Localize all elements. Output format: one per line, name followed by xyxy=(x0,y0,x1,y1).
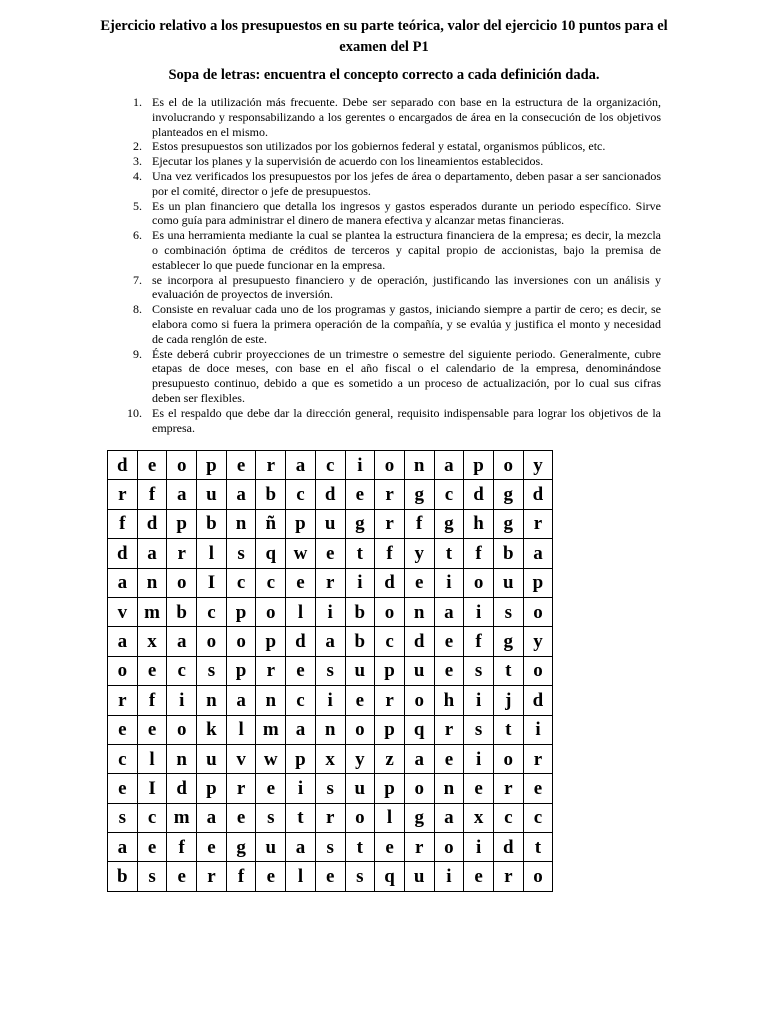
grid-cell[interactable]: d xyxy=(137,509,167,538)
grid-cell[interactable]: p xyxy=(375,656,405,685)
grid-cell[interactable]: p xyxy=(167,509,197,538)
grid-cell[interactable]: p xyxy=(464,451,494,480)
grid-cell[interactable]: a xyxy=(226,686,256,715)
grid-cell[interactable]: g xyxy=(345,509,375,538)
definition-item xyxy=(116,347,661,406)
grid-cell[interactable]: f xyxy=(108,509,138,538)
grid-cell[interactable]: s xyxy=(256,803,286,832)
grid-cell[interactable]: a xyxy=(108,833,138,862)
grid-cell[interactable]: n xyxy=(197,686,227,715)
grid-cell[interactable]: t xyxy=(286,803,316,832)
grid-cell[interactable]: a xyxy=(108,627,138,656)
grid-row xyxy=(108,686,553,715)
grid-cell[interactable]: c xyxy=(315,451,345,480)
grid-cell[interactable]: c xyxy=(197,597,227,626)
grid-cell[interactable]: q xyxy=(256,539,286,568)
grid-cell[interactable]: o xyxy=(434,833,464,862)
grid-cell[interactable]: o xyxy=(167,568,197,597)
definition-number: 8. xyxy=(133,302,142,317)
grid-cell[interactable]: p xyxy=(286,509,316,538)
grid-cell[interactable]: e xyxy=(167,862,197,891)
grid-cell[interactable]: t xyxy=(493,715,523,744)
definition-text: se incorpora al presupuesto financiero y de operación, justificando las inversiones con un análisis y evaluación de proyectos de inversión. xyxy=(152,272,661,302)
grid-cell[interactable]: c xyxy=(108,744,138,773)
word-search-grid xyxy=(107,450,553,892)
grid-cell[interactable]: o xyxy=(345,715,375,744)
grid-cell[interactable]: e xyxy=(464,774,494,803)
grid-cell[interactable]: o xyxy=(404,686,434,715)
grid-cell[interactable]: c xyxy=(434,480,464,509)
grid-cell[interactable]: i xyxy=(315,686,345,715)
grid-cell[interactable]: o xyxy=(375,451,405,480)
grid-cell[interactable]: w xyxy=(256,744,286,773)
grid-cell[interactable]: g xyxy=(226,833,256,862)
grid-cell[interactable]: l xyxy=(197,539,227,568)
grid-cell[interactable]: n xyxy=(226,509,256,538)
grid-cell[interactable]: n xyxy=(404,597,434,626)
grid-cell[interactable]: u xyxy=(493,568,523,597)
grid-cell[interactable]: r xyxy=(315,803,345,832)
grid-cell[interactable]: o xyxy=(167,451,197,480)
definition-item xyxy=(116,273,661,303)
definition-item xyxy=(116,154,661,169)
definition-text: Es el respaldo que debe dar la dirección general, requisito indispensable para lograr los objetivos de la empresa. xyxy=(152,405,661,435)
grid-cell[interactable]: m xyxy=(167,803,197,832)
definition-text: Éste deberá cubrir proyecciones de un trimestre o semestre del siguiente periodo. Generalmente, cubre etapas de doce meses, con base en el año fiscal o el calendario de la empresa, denominándose presupuesto continuo, debido a que es sometido a un proceso de actualización, por lo cual sus cifras deben ser flexibles. xyxy=(152,346,661,405)
grid-cell[interactable]: o xyxy=(493,451,523,480)
grid-cell[interactable]: d xyxy=(464,480,494,509)
grid-row xyxy=(108,833,553,862)
grid-cell[interactable]: g xyxy=(434,509,464,538)
definition-number: 4. xyxy=(133,168,142,183)
grid-cell[interactable]: e xyxy=(434,627,464,656)
grid-cell[interactable]: g xyxy=(493,509,523,538)
grid-cell[interactable]: k xyxy=(197,715,227,744)
grid-cell[interactable]: o xyxy=(197,627,227,656)
grid-cell[interactable]: s xyxy=(108,803,138,832)
grid-cell[interactable]: b xyxy=(167,597,197,626)
grid-cell[interactable]: o xyxy=(226,627,256,656)
grid-cell[interactable]: n xyxy=(137,568,167,597)
grid-cell[interactable]: p xyxy=(286,744,316,773)
grid-cell[interactable]: c xyxy=(137,803,167,832)
grid-cell[interactable]: b xyxy=(197,509,227,538)
grid-cell[interactable]: r xyxy=(523,509,553,538)
grid-cell[interactable]: e xyxy=(108,715,138,744)
grid-cell[interactable]: t xyxy=(493,656,523,685)
definition-text: Es una herramienta mediante la cual se plantea la estructura financiera de la empresa; es decir, la mezcla o combinación óptima de créditos de terceros y capital propio de accionistas, bajo la premisa de establecer lo que puede funcionar en la empresa. xyxy=(152,228,661,272)
grid-cell[interactable]: e xyxy=(345,686,375,715)
grid-cell[interactable]: l xyxy=(137,744,167,773)
grid-cell[interactable]: x xyxy=(137,627,167,656)
definition-item xyxy=(116,199,661,229)
grid-cell[interactable]: p xyxy=(523,568,553,597)
grid-cell[interactable]: e xyxy=(523,774,553,803)
grid-cell[interactable]: p xyxy=(256,627,286,656)
grid-cell[interactable]: a xyxy=(523,539,553,568)
grid-cell[interactable]: r xyxy=(375,686,405,715)
grid-cell[interactable]: b xyxy=(345,597,375,626)
grid-cell[interactable]: g xyxy=(493,480,523,509)
grid-cell[interactable]: r xyxy=(493,862,523,891)
grid-cell[interactable]: u xyxy=(345,656,375,685)
grid-cell[interactable]: d xyxy=(108,539,138,568)
grid-cell[interactable]: c xyxy=(286,480,316,509)
grid-cell[interactable]: n xyxy=(434,774,464,803)
grid-cell[interactable]: x xyxy=(315,744,345,773)
grid-cell[interactable]: h xyxy=(464,509,494,538)
grid-cell[interactable]: f xyxy=(464,539,494,568)
grid-cell[interactable]: m xyxy=(137,597,167,626)
grid-cell[interactable]: n xyxy=(167,744,197,773)
grid-cell[interactable]: r xyxy=(375,509,405,538)
grid-cell[interactable]: ñ xyxy=(256,509,286,538)
definition-text: Consiste en revaluar cada uno de los programas y gastos, iniciando siempre a partir de cero; es decir, se elabora como si fuera la primera operación de la compañía, y se evalúa y justifica el monto y necesidad de cada renglón de este. xyxy=(152,302,661,346)
grid-cell[interactable]: d xyxy=(493,833,523,862)
grid-cell[interactable]: s xyxy=(464,715,494,744)
grid-cell[interactable]: u xyxy=(256,833,286,862)
grid-cell[interactable]: c xyxy=(493,803,523,832)
grid-cell[interactable]: s xyxy=(345,862,375,891)
grid-cell[interactable]: a xyxy=(226,480,256,509)
grid-row xyxy=(108,509,553,538)
grid-cell[interactable]: e xyxy=(256,774,286,803)
grid-cell[interactable]: f xyxy=(137,686,167,715)
grid-cell[interactable]: r xyxy=(108,686,138,715)
grid-cell[interactable]: w xyxy=(286,539,316,568)
grid-cell[interactable]: i xyxy=(286,774,316,803)
grid-cell[interactable]: i xyxy=(315,597,345,626)
grid-cell[interactable]: m xyxy=(256,715,286,744)
grid-cell[interactable]: i xyxy=(434,568,464,597)
grid-cell[interactable]: r xyxy=(167,539,197,568)
grid-cell[interactable]: r xyxy=(434,715,464,744)
grid-cell[interactable]: e xyxy=(226,803,256,832)
grid-cell[interactable]: o xyxy=(404,774,434,803)
definition-item xyxy=(116,95,661,139)
grid-cell[interactable]: b xyxy=(345,627,375,656)
definition-number: 2. xyxy=(133,139,142,154)
grid-cell[interactable]: n xyxy=(256,686,286,715)
grid-cell[interactable]: t xyxy=(345,833,375,862)
grid-cell[interactable]: a xyxy=(137,539,167,568)
grid-cell[interactable]: o xyxy=(256,597,286,626)
grid-cell[interactable]: a xyxy=(108,568,138,597)
grid-cell[interactable]: s xyxy=(226,539,256,568)
grid-row xyxy=(108,656,553,685)
grid-cell[interactable]: j xyxy=(493,686,523,715)
grid-cell[interactable]: u xyxy=(404,656,434,685)
grid-row xyxy=(108,862,553,891)
grid-cell[interactable]: h xyxy=(434,686,464,715)
grid-cell[interactable]: e xyxy=(286,656,316,685)
grid-cell[interactable]: b xyxy=(108,862,138,891)
grid-cell[interactable]: i xyxy=(434,862,464,891)
grid-cell[interactable]: e xyxy=(404,568,434,597)
definition-number: 5. xyxy=(133,198,142,213)
grid-cell[interactable]: u xyxy=(197,480,227,509)
grid-cell[interactable]: o xyxy=(523,597,553,626)
grid-row xyxy=(108,774,553,803)
grid-cell[interactable]: s xyxy=(137,862,167,891)
grid-cell[interactable]: i xyxy=(345,568,375,597)
grid-cell[interactable]: l xyxy=(286,862,316,891)
grid-row xyxy=(108,451,553,480)
grid-cell[interactable]: r xyxy=(256,451,286,480)
grid-cell[interactable]: f xyxy=(375,539,405,568)
grid-cell[interactable]: a xyxy=(286,451,316,480)
grid-cell[interactable]: e xyxy=(434,656,464,685)
grid-cell[interactable]: e xyxy=(226,451,256,480)
grid-cell[interactable]: s xyxy=(315,774,345,803)
grid-row xyxy=(108,715,553,744)
grid-cell[interactable]: i xyxy=(523,715,553,744)
grid-cell[interactable]: e xyxy=(197,833,227,862)
grid-cell[interactable]: u xyxy=(345,774,375,803)
grid-cell[interactable]: e xyxy=(137,833,167,862)
grid-cell[interactable]: u xyxy=(315,509,345,538)
definition-item xyxy=(116,302,661,346)
definition-item xyxy=(116,139,661,154)
grid-cell[interactable]: o xyxy=(523,862,553,891)
grid-cell[interactable]: l xyxy=(375,803,405,832)
definition-number: 7. xyxy=(133,272,142,287)
definition-number: 9. xyxy=(133,346,142,361)
grid-cell[interactable]: a xyxy=(434,451,464,480)
grid-cell[interactable]: e xyxy=(137,656,167,685)
grid-row xyxy=(108,803,553,832)
grid-cell[interactable]: d xyxy=(375,568,405,597)
definition-item xyxy=(116,169,661,199)
grid-row xyxy=(108,597,553,626)
grid-cell[interactable]: y xyxy=(404,539,434,568)
grid-cell[interactable]: b xyxy=(256,480,286,509)
grid-cell[interactable]: u xyxy=(197,744,227,773)
grid-cell[interactable]: r xyxy=(108,480,138,509)
grid-cell[interactable]: a xyxy=(286,715,316,744)
instructions-heading: Sopa de letras: encuentra el concepto correcto a cada definición dada. xyxy=(168,67,600,83)
grid-cell[interactable]: e xyxy=(315,539,345,568)
grid-cell[interactable]: o xyxy=(523,656,553,685)
grid-cell[interactable]: o xyxy=(167,715,197,744)
grid-cell[interactable]: c xyxy=(375,627,405,656)
grid-cell[interactable]: g xyxy=(404,480,434,509)
grid-cell[interactable]: n xyxy=(315,715,345,744)
grid-cell[interactable]: r xyxy=(197,862,227,891)
grid-cell[interactable]: d xyxy=(315,480,345,509)
grid-cell[interactable]: I xyxy=(137,774,167,803)
grid-cell[interactable]: c xyxy=(256,568,286,597)
definition-number: 10. xyxy=(127,405,142,420)
grid-row xyxy=(108,480,553,509)
grid-cell[interactable]: t xyxy=(345,539,375,568)
grid-cell[interactable]: r xyxy=(493,774,523,803)
grid-cell[interactable]: o xyxy=(108,656,138,685)
grid-cell[interactable]: s xyxy=(315,656,345,685)
grid-cell[interactable]: v xyxy=(108,597,138,626)
grid-cell[interactable]: p xyxy=(197,451,227,480)
grid-cell[interactable]: r xyxy=(256,656,286,685)
grid-cell[interactable]: x xyxy=(464,803,494,832)
grid-cell[interactable]: o xyxy=(464,568,494,597)
grid-row xyxy=(108,744,553,773)
grid-cell[interactable]: e xyxy=(137,451,167,480)
definition-text: Es un plan financiero que detalla los ingresos y gastos esperados durante un periodo específico. Sirve como guía para administrar el dinero de manera efectiva y alcanzar metas financieras. xyxy=(152,198,661,228)
grid-cell[interactable]: a xyxy=(434,597,464,626)
grid-cell[interactable]: p xyxy=(226,656,256,685)
grid-cell[interactable]: g xyxy=(493,627,523,656)
grid-cell[interactable]: d xyxy=(286,627,316,656)
definition-text: Una vez verificados los presupuestos por los jefes de área o departamento, deben pasar a ser sancionados por el comité, director o jefe de presupuestos. xyxy=(152,168,661,198)
grid-cell[interactable]: i xyxy=(464,686,494,715)
grid-cell[interactable]: i xyxy=(345,451,375,480)
definition-number: 6. xyxy=(133,228,142,243)
grid-cell[interactable]: s xyxy=(197,656,227,685)
grid-cell[interactable]: a xyxy=(315,627,345,656)
grid-cell[interactable]: c xyxy=(167,656,197,685)
grid-cell[interactable]: d xyxy=(523,480,553,509)
grid-cell[interactable]: d xyxy=(108,451,138,480)
grid-cell[interactable]: f xyxy=(167,833,197,862)
grid-cell[interactable]: b xyxy=(493,539,523,568)
grid-cell[interactable]: q xyxy=(404,715,434,744)
grid-cell[interactable]: t xyxy=(523,833,553,862)
grid-cell[interactable]: e xyxy=(286,568,316,597)
grid-cell[interactable]: e xyxy=(108,774,138,803)
grid-cell[interactable]: c xyxy=(523,803,553,832)
grid-cell[interactable]: a xyxy=(286,833,316,862)
grid-cell[interactable]: e xyxy=(345,480,375,509)
grid-cell[interactable]: s xyxy=(464,656,494,685)
grid-cell[interactable]: I xyxy=(197,568,227,597)
definition-number: 3. xyxy=(133,154,142,169)
grid-cell[interactable]: p xyxy=(375,715,405,744)
grid-cell[interactable]: f xyxy=(464,627,494,656)
grid-cell[interactable]: a xyxy=(167,480,197,509)
grid-cell[interactable]: q xyxy=(375,862,405,891)
grid-cell[interactable]: y xyxy=(523,451,553,480)
grid-cell[interactable]: l xyxy=(286,597,316,626)
grid-cell[interactable]: f xyxy=(226,862,256,891)
grid-cell[interactable]: i xyxy=(464,744,494,773)
grid-cell[interactable]: o xyxy=(375,597,405,626)
grid-cell[interactable]: a xyxy=(167,627,197,656)
grid-cell[interactable]: i xyxy=(464,597,494,626)
grid-cell[interactable]: r xyxy=(315,568,345,597)
grid-cell[interactable]: r xyxy=(404,833,434,862)
grid-cell[interactable]: y xyxy=(523,627,553,656)
grid-row xyxy=(108,627,553,656)
grid-cell[interactable]: r xyxy=(226,774,256,803)
grid-cell[interactable]: s xyxy=(493,597,523,626)
definitions-list xyxy=(116,95,661,435)
grid-cell[interactable]: d xyxy=(523,686,553,715)
grid-cell[interactable]: f xyxy=(137,480,167,509)
definition-text: Es el de la utilización más frecuente. Debe ser separado con base en la estructura de la organización, involucrando y responsabilizando a los gerentes o encargados de área en la consecución de los objetivos planteados en el mismo. xyxy=(152,95,661,139)
definition-number: 1. xyxy=(133,95,142,109)
grid-cell[interactable]: e xyxy=(464,862,494,891)
grid-cell[interactable]: c xyxy=(226,568,256,597)
page-title: Ejercicio relativo a los presupuestos en su parte teórica, valor del ejercicio 10 puntos para el examen del P1 xyxy=(100,18,668,55)
grid-cell[interactable]: t xyxy=(434,539,464,568)
grid-cell[interactable]: v xyxy=(226,744,256,773)
grid-cell[interactable]: c xyxy=(286,686,316,715)
grid-cell[interactable]: u xyxy=(404,862,434,891)
grid-cell[interactable]: p xyxy=(197,774,227,803)
grid-cell[interactable]: p xyxy=(375,774,405,803)
grid-cell[interactable]: s xyxy=(315,833,345,862)
grid-cell[interactable]: e xyxy=(434,744,464,773)
grid-cell[interactable]: d xyxy=(167,774,197,803)
grid-cell[interactable]: i xyxy=(167,686,197,715)
grid-cell[interactable]: o xyxy=(493,744,523,773)
grid-cell[interactable]: a xyxy=(434,803,464,832)
grid-cell[interactable]: a xyxy=(404,744,434,773)
definition-text: Estos presupuestos son utilizados por los gobiernos federal y estatal, organismos públicos, etc. xyxy=(152,139,606,154)
grid-cell[interactable]: e xyxy=(315,862,345,891)
definition-item xyxy=(116,228,661,272)
grid-cell[interactable]: f xyxy=(404,509,434,538)
grid-cell[interactable]: l xyxy=(226,715,256,744)
grid-row xyxy=(108,539,553,568)
grid-cell[interactable]: z xyxy=(375,744,405,773)
grid-cell[interactable]: r xyxy=(523,744,553,773)
grid-cell[interactable]: r xyxy=(375,480,405,509)
grid-cell[interactable]: i xyxy=(464,833,494,862)
grid-cell[interactable]: d xyxy=(404,627,434,656)
grid-cell[interactable]: p xyxy=(226,597,256,626)
grid-cell[interactable]: g xyxy=(404,803,434,832)
grid-cell[interactable]: a xyxy=(197,803,227,832)
grid-cell[interactable]: e xyxy=(256,862,286,891)
definition-text: Ejecutar los planes y la supervisión de acuerdo con los lineamientos establecidos. xyxy=(152,154,544,169)
grid-cell[interactable]: e xyxy=(137,715,167,744)
definition-item xyxy=(116,406,661,436)
grid-cell[interactable]: e xyxy=(375,833,405,862)
grid-cell[interactable]: y xyxy=(345,744,375,773)
grid-row xyxy=(108,568,553,597)
grid-cell[interactable]: o xyxy=(345,803,375,832)
grid-cell[interactable]: n xyxy=(404,451,434,480)
